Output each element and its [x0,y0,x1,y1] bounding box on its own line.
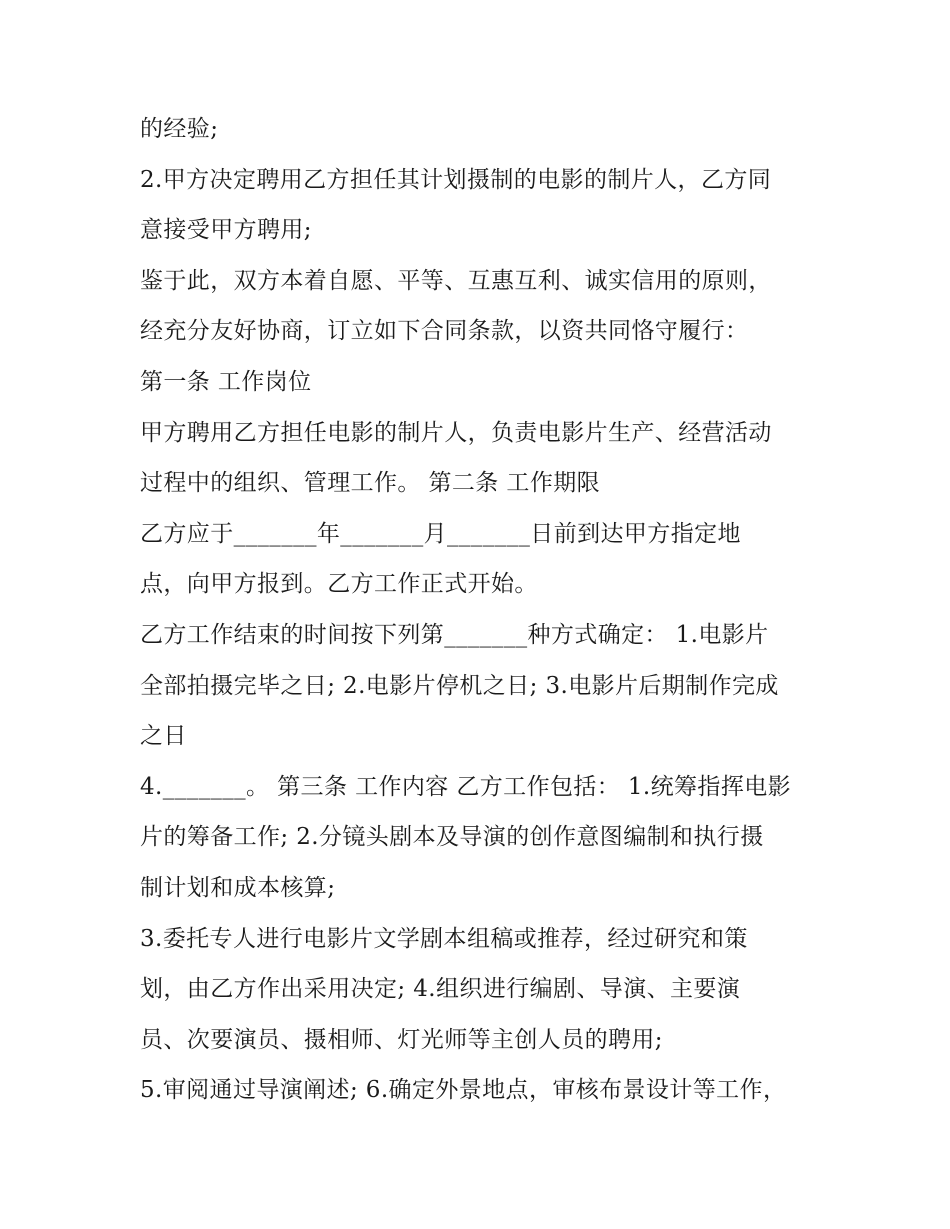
document-body [140,104,820,1116]
text-line: 划，由乙方作出采用决定; 4.组织进行编剧、导演、主要演 [140,976,741,1003]
text-line: 5.审阅通过导演阐述; 6.确定外景地点，审核布景设计等工作， [140,1077,787,1104]
text-line: 的经验; [140,116,219,142]
text-line: 4._______。 第三条 工作内容 乙方工作包括： 1.统筹指挥电影 [140,773,792,800]
text-line: 片的筹备工作; 2.分镜头剧本及导演的创作意图编制和执行摄 [140,824,764,851]
text-line: 之日 [140,723,187,750]
text-line: 2.甲方决定聘用乙方担任其计划摄制的电影的制片人，乙方同 [140,166,772,193]
text-line: 意接受甲方聘用; [140,217,312,244]
text-line: 乙方工作结束的时间按下列第_______种方式确定： 1.电影片 [140,621,769,648]
text-line: 甲方聘用乙方担任电影的制片人，负责电影片生产、经营活动 [140,419,772,446]
text-line: 鉴于此，双方本着自愿、平等、互惠互利、诚实信用的原则， [140,267,772,294]
text-line: 员、次要演员、摄相师、灯光师等主创人员的聘用; [140,1026,663,1053]
text-line: 经充分友好协商，订立如下合同条款，以资共同恪守履行： [140,318,749,345]
text-line: 制计划和成本核算; [140,874,336,901]
text-line: 3.委托专人进行电影片文学剧本组稿或推荐，经过研究和策 [140,925,748,952]
text-line: 过程中的组织、管理工作。 第二条 工作期限 [140,470,601,497]
text-line: 全部拍摄完毕之日; 2.电影片停机之日; 3.电影片后期制作完成 [140,672,779,699]
text-line: 乙方应于_______年_______月_______日前到达甲方指定地 [140,520,741,547]
text-line: 点，向甲方报到。乙方工作正式开始。 [140,571,538,598]
section-heading: 第一条 工作岗位 [140,368,312,395]
